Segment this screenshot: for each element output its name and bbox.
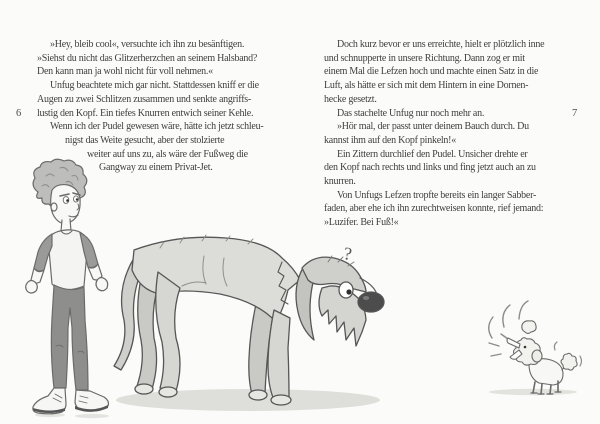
- text-line: weiter auf uns zu, als wäre der Fußweg die: [87, 148, 248, 160]
- text-line: »Hey, bleib cool«, versuchte ich ihn zu besänftigen.: [50, 39, 245, 50]
- poodle-muzzle: [507, 338, 520, 348]
- text-line: »Hör mal, der passt unter deinem Bauch durch. Du: [337, 121, 529, 133]
- big-dog-illustration: [108, 228, 393, 420]
- left-page-text: [37, 38, 277, 175]
- text-line: lustig den Kopf. Ein tiefes Knurren entwich seiner Kehle.: [37, 107, 254, 119]
- page-number-right: 7: [572, 108, 578, 119]
- poodle-topknot: [522, 321, 536, 334]
- text-line: Unfug beachtete mich gar nicht. Stattdessen kniff er die: [50, 80, 259, 92]
- text-line: den Kopf nach rechts und links und fing jetzt auch an zu: [324, 162, 536, 174]
- dog-front-leg: [268, 310, 290, 400]
- boy-sleeve: [34, 234, 52, 271]
- text-line: Das stachelte Unfug nur noch mehr an.: [337, 107, 485, 119]
- boy-jeans: [51, 285, 88, 390]
- question-mark: ?: [342, 243, 354, 265]
- text-line: Von Unfugs Lefzen tropfte bereits ein langer Sabber-: [337, 189, 537, 201]
- text-line: Ein Zittern durchlief den Pudel. Unsicher drehte er: [337, 148, 528, 160]
- text-line: einem Mal die Lefzen hoch und machte einen Satz in die: [324, 66, 539, 78]
- poodle-eye: [524, 346, 527, 349]
- boy-neck: [61, 219, 71, 231]
- text-line: und schnupperte in unsere Richtung. Dann zog er mit: [324, 52, 525, 64]
- poodle-pom-tail: [561, 353, 577, 370]
- dog-shadow: [116, 389, 380, 411]
- text-line: Den kann man ja wohl nicht für voll nehmen.«: [37, 66, 213, 78]
- boy-fist: [26, 281, 38, 294]
- poodle-ear: [532, 350, 542, 362]
- text-line: »Siehst du nicht das Glitzerherzchen an seinem Halsband?: [37, 52, 258, 64]
- text-line: faden, aber ehe ich ihn zurechtweisen konnte, rief jemand:: [324, 203, 544, 215]
- page-number-left: 6: [16, 108, 22, 119]
- dog-paw: [135, 384, 153, 394]
- text-line: »Luzifer. Bei Fuß!«: [324, 217, 399, 229]
- text-line: Doch kurz bevor er uns erreichte, hielt er plötzlich inne: [337, 39, 545, 50]
- boy-fist: [96, 278, 108, 291]
- text-line: knurren.: [324, 176, 356, 188]
- text-line: Augen zu zwei Schlitzen zusammen und senkte angriffs-: [37, 93, 251, 105]
- text-line: nigst das Weite gesucht, aber der stolzierte: [65, 134, 225, 146]
- dog-rear-leg: [156, 272, 180, 391]
- dog-paw: [271, 395, 291, 405]
- right-page-text: [324, 38, 564, 230]
- boy-shadow: [75, 414, 109, 418]
- text-line: Gangway zu einem Privat-Jet.: [99, 162, 213, 174]
- dog-paw: [249, 390, 267, 400]
- text-line: kannst ihm auf den Kopf pinkeln!«: [324, 134, 456, 146]
- dog-paw: [159, 387, 177, 397]
- dog-eye: [339, 282, 353, 298]
- dog-nose: [358, 292, 384, 312]
- text-line: Luft, als hätte er sich mit dem Hintern in eine Dornen-: [324, 80, 529, 92]
- poodle-illustration: [483, 296, 588, 421]
- text-line: Wenn ich der Pudel gewesen wäre, hätte ich jetzt schleu-: [50, 121, 264, 133]
- text-line: hecke gesetzt.: [324, 93, 377, 105]
- boy-ear: [51, 203, 57, 211]
